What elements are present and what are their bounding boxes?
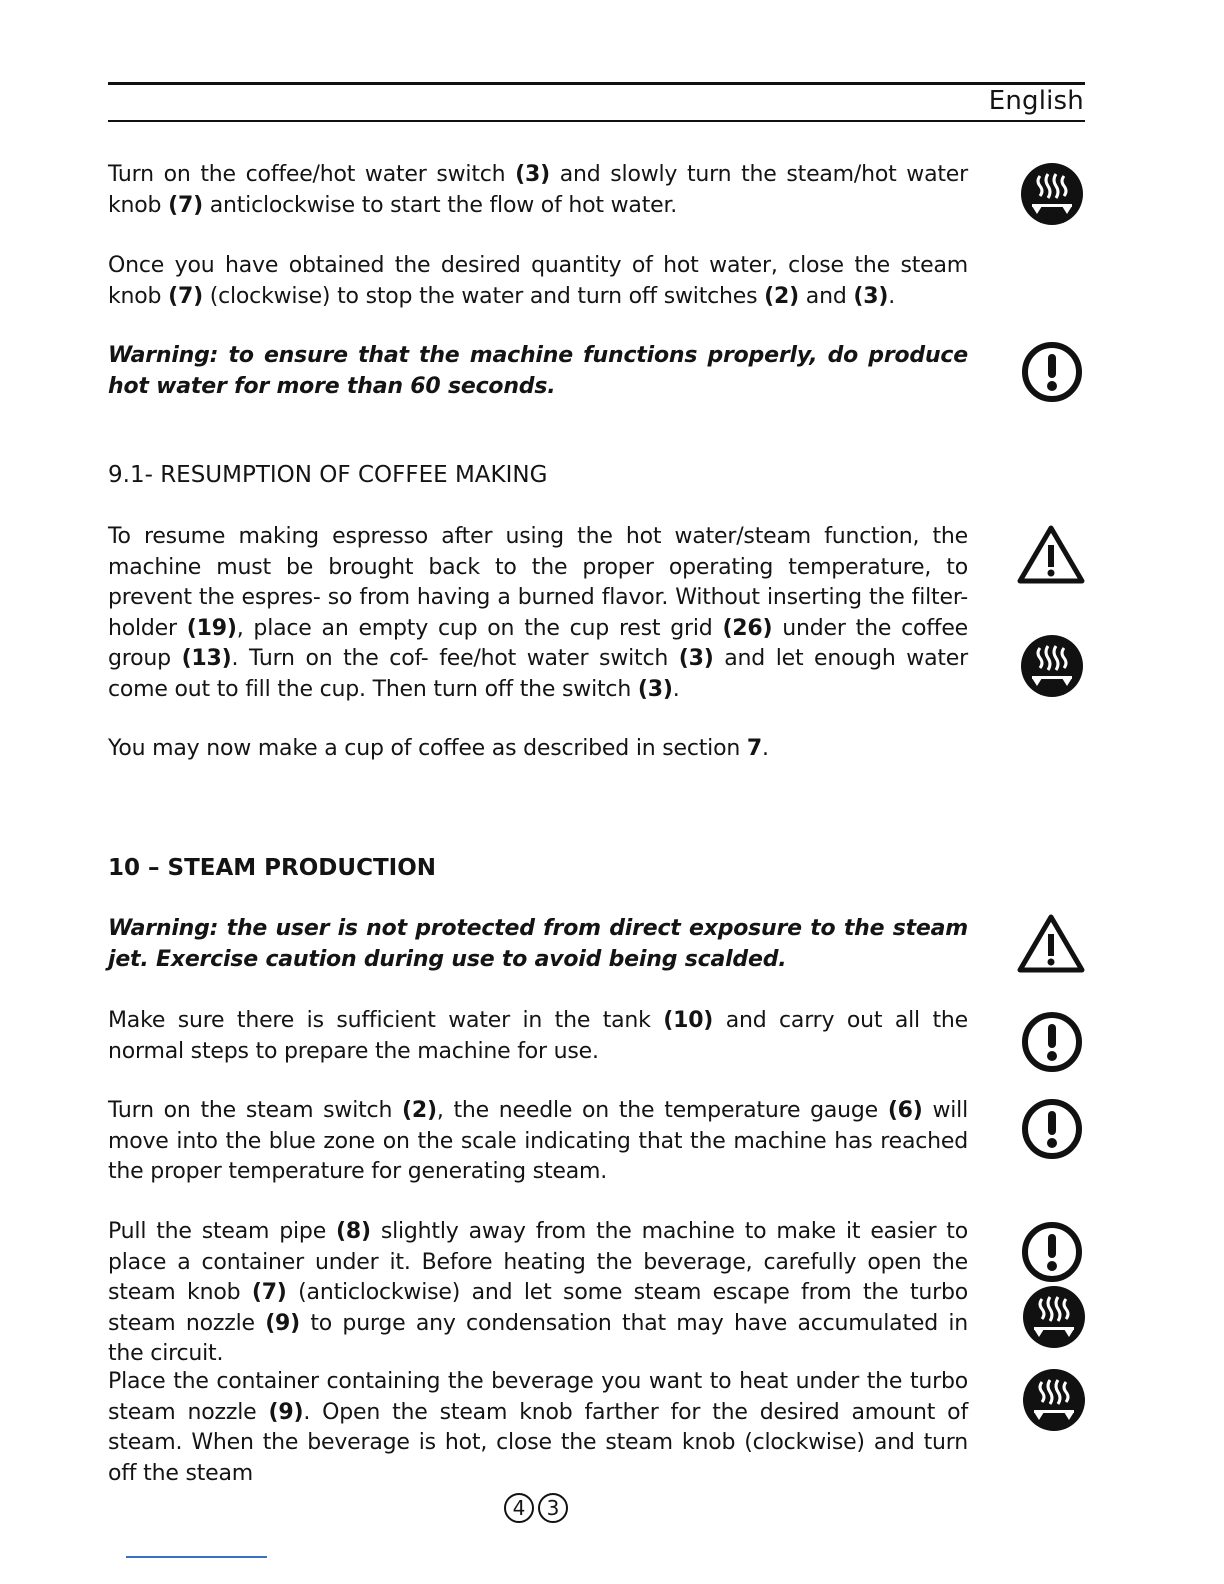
steam-icon <box>1022 1368 1086 1432</box>
steam-icon <box>1022 1285 1086 1349</box>
paragraph-steam-switch: Turn on the steam switch (2), the needle on the temperature gauge (6) will move into the blue zone on the scale indicating that the machine has reached the proper temperature for generating steam. <box>108 1098 968 1184</box>
paragraph-resumption: To resume making espresso after using the hot water/steam function, the machine must be brought back to the proper operating temperature, to prevent the espres- so from having a burned flavor. Without inserting the filter-holder (19), place an empty cup on the cup rest grid (26) under the coffee group (13). Turn on the cof- fee/hot water switch (3) and let enough water come out to fill the cup. Then turn off the switch (3). <box>108 524 968 702</box>
paragraph-water-tank: Make sure there is sufficient water in the tank (10) and carry out all the normal steps to prepare the machine for use. <box>108 1008 968 1064</box>
part-reference: (3) <box>678 646 714 671</box>
warning-hot-water: Warning: to ensure that the machine functions properly, do produce hot water for more than 60 seconds. <box>108 343 968 399</box>
steam-icon <box>1020 634 1084 698</box>
paragraph-hot-water-start: Turn on the coffee/hot water switch (3) and slowly turn the steam/hot water knob (7) anticlockwise to start the flow of hot water. <box>108 162 968 218</box>
part-reference: (6) <box>887 1098 923 1123</box>
page-number-digit: 4 <box>504 1493 534 1523</box>
warning-steam-jet: Warning: the user is not protected from direct exposure to the steam jet. Exercise caution during use to avoid being scalded. <box>108 916 968 972</box>
part-reference: (19) <box>186 615 237 641</box>
part-reference: (3) <box>853 283 889 309</box>
paragraph-make-coffee: You may now make a cup of coffee as described in section 7. <box>108 736 769 761</box>
exclamation-circle-icon <box>1020 1220 1084 1284</box>
header-rule-top <box>108 82 1085 85</box>
scan-artifact-line <box>126 1556 267 1558</box>
page-number-digit: 3 <box>538 1493 568 1523</box>
part-reference: (7) <box>168 192 203 218</box>
part-reference: (9) <box>265 1310 301 1336</box>
warning-triangle-icon <box>1016 523 1086 585</box>
paragraph-hot-water-stop: Once you have obtained the desired quantity of hot water, close the steam knob (7) (clockwise) to stop the water and turn off switches (2) and (3). <box>108 253 968 309</box>
paragraph-steam-pipe: Pull the steam pipe (8) slightly away from the machine to make it easier to place a container under it. Before heating the beverage, carefully open the steam knob (7) (anticlockwise) and let some steam escape from the turbo steam nozzle (9) to purge any condensation that may have accumulated in the circuit. <box>108 1219 968 1366</box>
part-reference: 7 <box>746 736 762 761</box>
part-reference: (13) <box>181 646 232 671</box>
part-reference: (10) <box>663 1008 714 1033</box>
part-reference: (2) <box>402 1098 437 1123</box>
exclamation-circle-icon <box>1020 1010 1084 1074</box>
language-label: English <box>988 86 1084 116</box>
steam-icon <box>1020 162 1084 226</box>
paragraph-heat-beverage: Place the container containing the beverage you want to heat under the turbo steam nozzle (9). Open the steam knob farther for the desired amount of steam. When the beverage is hot, close the steam knob (clockwise) and turn off the steam <box>108 1369 968 1486</box>
part-reference: (3) <box>515 162 550 187</box>
exclamation-circle-icon <box>1020 1097 1084 1161</box>
exclamation-circle-icon <box>1020 340 1084 404</box>
part-reference: (2) <box>764 283 799 309</box>
part-reference: (26) <box>722 615 773 641</box>
page-number <box>504 1493 568 1523</box>
part-reference: (7) <box>251 1280 287 1305</box>
part-reference: (9) <box>268 1399 304 1425</box>
part-reference: (7) <box>168 283 203 309</box>
header-rule-bottom <box>108 120 1085 122</box>
part-reference: (3) <box>637 676 673 702</box>
warning-triangle-icon <box>1016 912 1086 974</box>
part-reference: (8) <box>336 1219 371 1244</box>
section-9-1-title: 9.1- RESUMPTION OF COFFEE MAKING <box>108 462 548 488</box>
section-10-title: 10 – STEAM PRODUCTION <box>108 855 436 881</box>
